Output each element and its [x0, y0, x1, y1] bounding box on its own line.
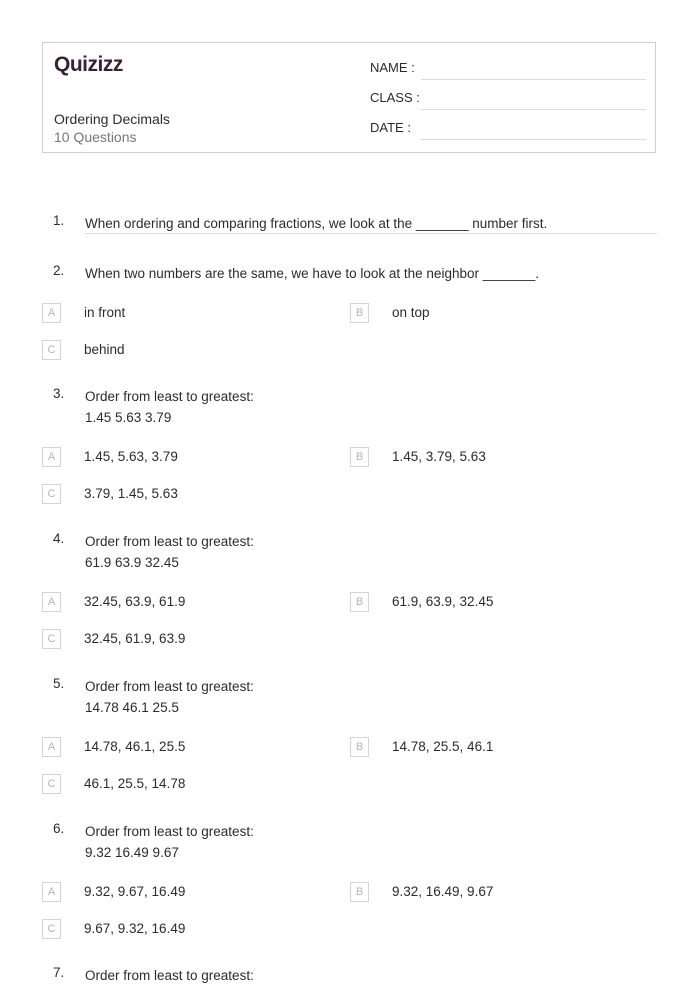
name-line — [421, 79, 646, 80]
question-text-line: When two numbers are the same, we have to look at the neighbor _______. — [85, 266, 540, 281]
question-text-line: 9.32 16.49 9.67 — [85, 845, 179, 860]
question-number: 7. — [53, 965, 65, 980]
question-count: 10 Questions — [54, 129, 137, 145]
option-letter-box: B — [350, 303, 369, 323]
quizizz-logo: Quizizz — [54, 53, 123, 76]
option-letter-box: A — [42, 592, 61, 612]
class-label: CLASS : — [370, 90, 420, 105]
question-text-line: Order from least to greatest: — [85, 389, 254, 404]
question-number: 4. — [53, 531, 65, 546]
option-text: 1.45, 5.63, 3.79 — [84, 449, 178, 464]
question-number: 2. — [53, 263, 65, 278]
question-text-line: 1.45 5.63 3.79 — [85, 410, 172, 425]
question-text-line: 61.9 63.9 32.45 — [85, 555, 179, 570]
question-number: 3. — [53, 386, 65, 401]
option-letter-box: B — [350, 447, 369, 467]
question-text-line: When ordering and comparing fractions, we look at the _______ number first. — [85, 216, 548, 231]
option-text: 9.32, 16.49, 9.67 — [392, 884, 494, 899]
question-text — [85, 965, 254, 986]
option-letter-box: A — [42, 447, 61, 467]
date-line — [421, 139, 646, 140]
option-text: 9.32, 9.67, 16.49 — [84, 884, 186, 899]
name-label: NAME : — [370, 60, 415, 75]
question-text-line: Order from least to greatest: — [85, 679, 254, 694]
answer-line — [85, 233, 657, 234]
question-text-line: 14.78 46.1 25.5 — [85, 700, 179, 715]
option-text: 3.79, 1.45, 5.63 — [84, 486, 178, 501]
option-letter-box: A — [42, 303, 61, 323]
worksheet-header — [42, 42, 656, 153]
option-letter-box: B — [350, 592, 369, 612]
option-letter-box: C — [42, 919, 61, 939]
worksheet-title: Ordering Decimals — [54, 111, 170, 127]
question-number: 1. — [53, 213, 65, 228]
question-number: 6. — [53, 821, 65, 836]
option-letter-box: B — [350, 882, 369, 902]
class-line — [421, 109, 646, 110]
date-label: DATE : — [370, 120, 411, 135]
option-text: 32.45, 63.9, 61.9 — [84, 594, 186, 609]
option-text: in front — [84, 305, 126, 320]
option-letter-box: A — [42, 737, 61, 757]
option-text: 46.1, 25.5, 14.78 — [84, 776, 186, 791]
question-text — [85, 531, 254, 573]
option-letter-box: C — [42, 484, 61, 504]
option-letter-box: A — [42, 882, 61, 902]
question-text-line: Order from least to greatest: — [85, 824, 254, 839]
question-text-line: Order from least to greatest: — [85, 968, 254, 983]
option-letter-box: B — [350, 737, 369, 757]
class-field — [370, 90, 646, 110]
option-letter-box: C — [42, 774, 61, 794]
question-text — [85, 263, 539, 284]
option-letter-box: C — [42, 629, 61, 649]
name-field — [370, 60, 646, 80]
option-text: 14.78, 25.5, 46.1 — [392, 739, 494, 754]
question-text-line: Order from least to greatest: — [85, 534, 254, 549]
date-field — [370, 120, 646, 140]
option-text: on top — [392, 305, 430, 320]
option-text: 32.45, 61.9, 63.9 — [84, 631, 186, 646]
option-text: 1.45, 3.79, 5.63 — [392, 449, 486, 464]
option-text: 61.9, 63.9, 32.45 — [392, 594, 494, 609]
option-text: 14.78, 46.1, 25.5 — [84, 739, 186, 754]
question-text — [85, 676, 254, 718]
option-text: 9.67, 9.32, 16.49 — [84, 921, 186, 936]
option-letter-box: C — [42, 340, 61, 360]
question-text — [85, 386, 254, 428]
question-number: 5. — [53, 676, 65, 691]
question-text — [85, 821, 254, 863]
question-text — [85, 213, 547, 234]
option-text: behind — [84, 342, 125, 357]
